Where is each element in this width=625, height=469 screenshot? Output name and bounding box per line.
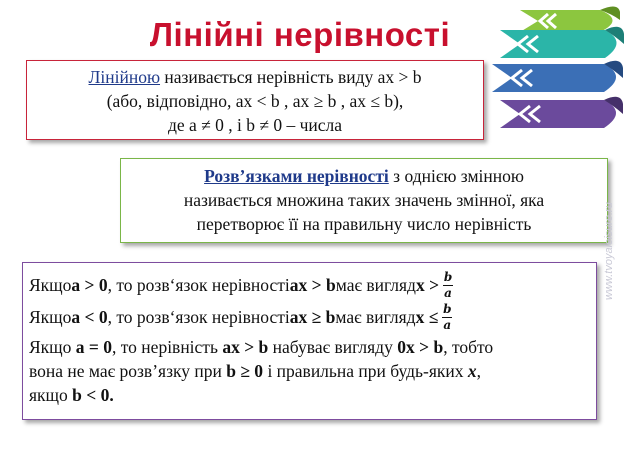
- case-zero-line-1: [29, 335, 590, 359]
- watermark: www.tvoyaleisure.ru: [603, 202, 615, 300]
- case-text: Якщо: [29, 307, 72, 327]
- case-text: Якщо: [29, 275, 72, 295]
- solutions-line-1: [121, 164, 607, 188]
- case-inequality: ax > b: [289, 275, 336, 295]
- definition-line-1: [27, 65, 483, 89]
- case-a-positive: [29, 269, 590, 301]
- ribbon-teal: [500, 27, 624, 58]
- fraction-b-over-a: [443, 271, 453, 300]
- case-text: має вигляд: [335, 275, 416, 295]
- ribbon-green: [520, 6, 620, 32]
- case-text: , то розв‘язок нерівності: [107, 307, 290, 327]
- case-condition: b ≥ 0: [226, 361, 264, 381]
- case-solution: x ≤: [415, 307, 439, 327]
- case-text: , тобто: [443, 337, 494, 357]
- case-text: , то розв‘язок нерівності: [107, 275, 290, 295]
- case-text: має вигляд: [335, 307, 416, 327]
- case-condition: a < 0: [71, 307, 108, 327]
- case-zero-line-2: [29, 359, 590, 383]
- case-text: набуває вигляду: [268, 337, 398, 357]
- case-inequality: ax ≥ b: [289, 307, 336, 327]
- term-solutions: Розв’язками нерівності: [204, 166, 389, 186]
- fraction-denominator: a: [443, 317, 452, 332]
- ribbon-purple: [500, 97, 623, 128]
- double-chevron-left-icon: [540, 14, 556, 28]
- case-condition: a = 0: [75, 337, 113, 357]
- case-condition: a > 0: [71, 275, 108, 295]
- double-chevron-left-icon: [512, 70, 532, 86]
- case-form: 0x > b: [397, 337, 444, 357]
- case-zero-line-3: [29, 383, 590, 407]
- solutions-line-3: перетворює її на правильну число нерівність: [196, 214, 532, 234]
- fraction-b-over-a: [442, 303, 452, 332]
- page-title: Лінійні нерівності: [149, 16, 451, 53]
- definition-line-2: (або, відповідно, ax < b , ax ≥ b , ax ≤ b),: [106, 91, 404, 111]
- case-condition: b < 0.: [72, 385, 114, 405]
- solutions-line-2: називається множина таких значень змінної, яка: [183, 190, 545, 210]
- case-inequality: ax > b: [222, 337, 269, 357]
- fraction-denominator: a: [444, 285, 452, 300]
- definition-solutions: [120, 158, 608, 243]
- case-text: вона не має розв’язку при: [29, 361, 227, 381]
- case-a-negative: [29, 301, 590, 333]
- solution-cases: [22, 262, 597, 420]
- double-chevron-left-icon: [520, 106, 540, 122]
- case-text: і правильна при будь-яких: [263, 361, 468, 381]
- definition-text: називається нерівність виду ax > b: [160, 67, 422, 87]
- variable-x: x: [467, 361, 477, 381]
- ribbon-blue: [492, 61, 623, 92]
- case-text: ,: [476, 361, 482, 381]
- case-text: Якщо: [29, 337, 76, 357]
- fraction-numerator: b: [443, 269, 453, 284]
- definition-line-3: де a ≠ 0 , і b ≠ 0 – числа: [167, 115, 343, 135]
- double-chevron-left-icon: [518, 36, 538, 52]
- solutions-text: з однією змінною: [388, 166, 524, 186]
- case-a-zero: [29, 335, 590, 407]
- case-text: , то нерівність: [112, 337, 223, 357]
- case-text: якщо: [29, 385, 73, 405]
- term-linear: Лінійною: [88, 67, 161, 87]
- case-solution: x >: [415, 275, 440, 295]
- definition-linear-inequality: [26, 60, 484, 140]
- fraction-numerator: b: [443, 301, 452, 316]
